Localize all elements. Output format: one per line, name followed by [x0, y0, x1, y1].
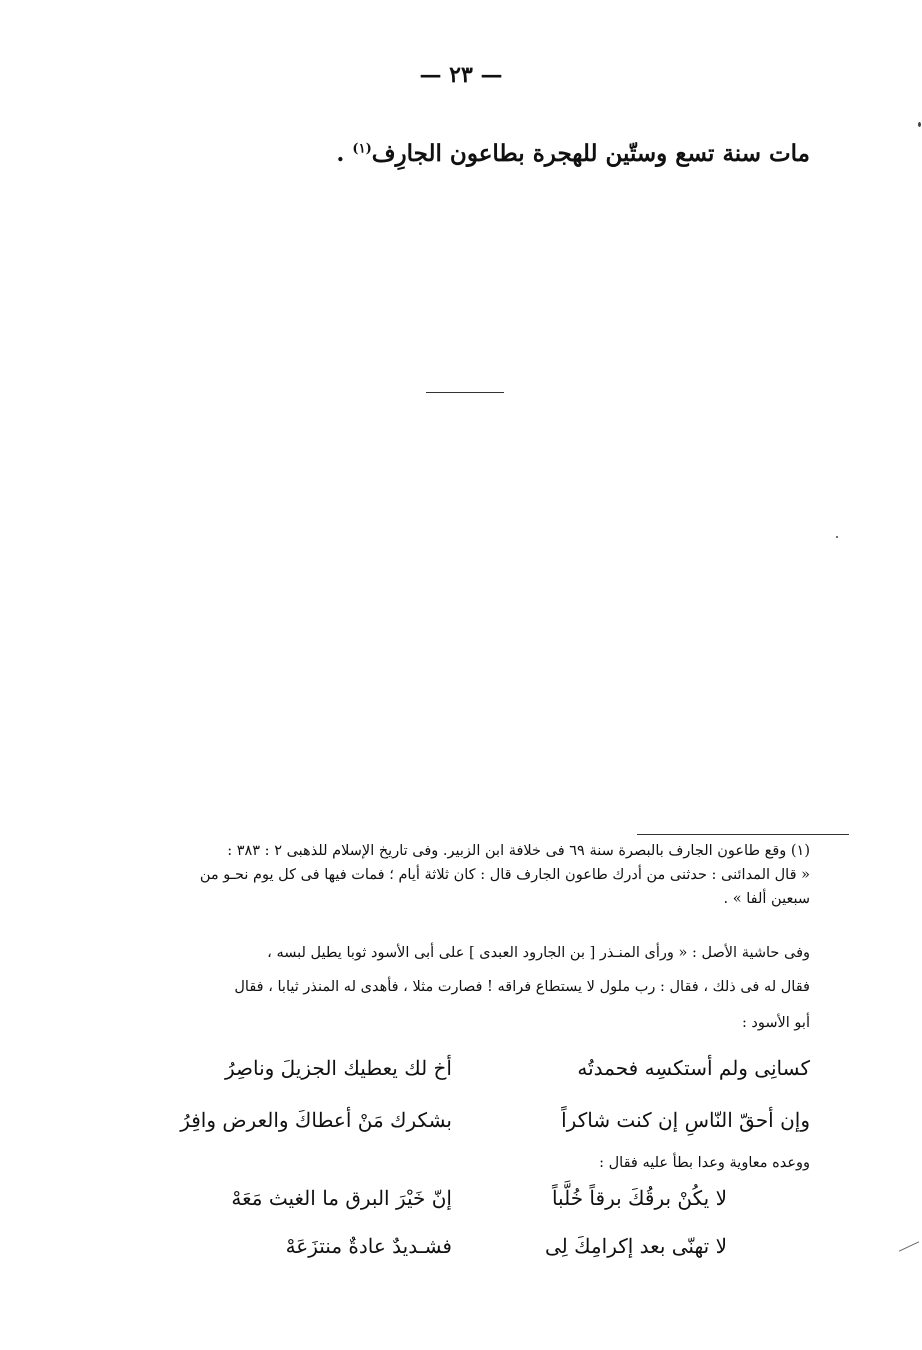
- verse-hemistich-second: بشكرك مَنْ أعطاكَ والعرض وافِرُ: [180, 1108, 452, 1132]
- main-text-end-mark: .: [336, 140, 345, 167]
- verse-hemistich-first: لا يكُنْ برقُكَ برقاً خُلَّباً: [551, 1186, 727, 1210]
- page-edge-mark: [899, 1241, 919, 1251]
- footnote-rule: [637, 834, 849, 835]
- footnote-line: (١) وقع طاعون الجارف بالبصرة سنة ٦٩ فى خلافة ابن الزبير. وفى تاريخ الإسلام للذهبى ٢ : ٣٨٣ :: [227, 843, 810, 859]
- verse-hemistich-first: لا تهنّى بعد إكرامِكَ لِى: [544, 1234, 727, 1258]
- verse-hemistich-first: كسانِى ولم أستكسِه فحمدتُه: [577, 1056, 810, 1080]
- verse-hemistich-second: أخ لك يعطيك الجزيلَ وناصِرُ: [224, 1056, 452, 1080]
- verse-intro: ووعده معاوية وعدا بطأ عليه فقال :: [599, 1155, 810, 1171]
- footnote-line: وفى حاشية الأصل : « ورأى المنـذر [ بن الجارود العبدى ] على أبى الأسود ثوبا يطيل لبسه ،: [267, 945, 810, 961]
- main-text-line: [336, 140, 810, 167]
- section-separator: [426, 392, 504, 393]
- page-number: — ٢٣ —: [419, 62, 503, 88]
- footnote-line: « قال المدائنى : حدثنى من أدرك طاعون الجارف قال : كان ثلاثة أيام ؛ فمات فيها فى كل يوم نحـو من: [199, 867, 810, 883]
- main-text: مات سنة تسع وستّين للهجرة بطاعون الجارِف: [371, 140, 810, 167]
- print-speck: [918, 122, 921, 127]
- print-speck: [836, 536, 838, 538]
- footnote-reference: (١): [352, 141, 372, 157]
- footnote-line: فقال له فى ذلك ، فقال : رب ملول لا يستطاع فراقه ! فصارت مثلا ، فأهدى له المنذر ثيابا ، فقال: [234, 979, 810, 995]
- footnote-line: سبعين ألفا » .: [723, 891, 810, 907]
- footnote-line: أبو الأسود :: [741, 1015, 810, 1031]
- verse-hemistich-first: وإن أحقّ النّاسِ إن كنت شاكراً: [561, 1108, 810, 1132]
- verse-hemistich-second: فشـديدٌ عادةٌ منتزَعَهْ: [285, 1234, 452, 1258]
- verse-hemistich-second: إنّ خَيْرَ البرق ما الغيث مَعَهْ: [231, 1186, 452, 1210]
